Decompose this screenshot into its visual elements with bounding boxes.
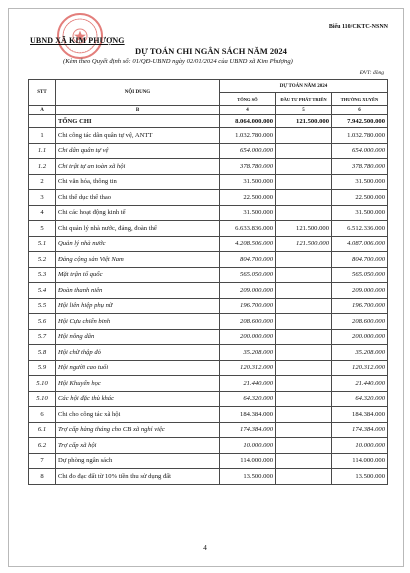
header-budget-group: DỰ TOÁN NĂM 2024 bbox=[220, 80, 388, 93]
row-stt: 5 bbox=[29, 221, 56, 237]
row-content: Trợ cấp xã hội bbox=[56, 438, 220, 454]
row-content: Chi thể dục thể thao bbox=[56, 190, 220, 206]
row-regular: 196.700.000 bbox=[332, 298, 388, 314]
row-regular: 378.780.000 bbox=[332, 159, 388, 175]
row-content: Hội Cựu chiến binh bbox=[56, 314, 220, 330]
table-row bbox=[29, 205, 388, 221]
row-regular: 31.500.000 bbox=[332, 205, 388, 221]
table-row bbox=[29, 469, 388, 485]
row-stt: 1.2 bbox=[29, 159, 56, 175]
budget-table bbox=[28, 79, 388, 485]
row-total: 6.633.836.000 bbox=[220, 221, 276, 237]
row-investment: 121.500.000 bbox=[276, 221, 332, 237]
index-cell: 4 bbox=[220, 106, 276, 115]
table-row bbox=[29, 376, 388, 392]
row-total: 174.384.000 bbox=[220, 422, 276, 438]
row-investment bbox=[276, 143, 332, 159]
document-subtitle: (Kèm theo Quyết định số: 01/QĐ-UBND ngày 02/01/2024 của UBND xã Kim Phượng) bbox=[63, 58, 293, 65]
row-total: 31.500.000 bbox=[220, 205, 276, 221]
header-investment: ĐẦU TƯ PHÁT TRIỂN bbox=[276, 93, 332, 106]
row-total: 8.064.000.000 bbox=[220, 115, 276, 128]
currency-unit: ĐVT: đồng bbox=[359, 70, 384, 76]
row-stt: 5.4 bbox=[29, 283, 56, 299]
row-investment bbox=[276, 376, 332, 392]
row-regular: 13.500.000 bbox=[332, 469, 388, 485]
table-row bbox=[29, 407, 388, 423]
row-content: Chi quản lý nhà nước, đảng, đoàn thể bbox=[56, 221, 220, 237]
row-stt: 5.8 bbox=[29, 345, 56, 361]
row-regular: 1.032.780.000 bbox=[332, 128, 388, 144]
row-total: 4.208.506.000 bbox=[220, 236, 276, 252]
row-regular: 208.600.000 bbox=[332, 314, 388, 330]
table-row bbox=[29, 236, 388, 252]
row-total: 31.500.000 bbox=[220, 174, 276, 190]
row-investment bbox=[276, 159, 332, 175]
row-investment bbox=[276, 314, 332, 330]
row-content: Quản lý nhà nước bbox=[56, 236, 220, 252]
row-stt: 4 bbox=[29, 205, 56, 221]
row-content: Các hội đặc thù khác bbox=[56, 391, 220, 407]
row-investment bbox=[276, 298, 332, 314]
row-content: Dự phòng ngân sách bbox=[56, 453, 220, 469]
row-regular: 4.087.006.000 bbox=[332, 236, 388, 252]
table-row bbox=[29, 115, 388, 128]
row-investment bbox=[276, 469, 332, 485]
row-total: 1.032.780.000 bbox=[220, 128, 276, 144]
table-row bbox=[29, 438, 388, 454]
row-stt: 8 bbox=[29, 469, 56, 485]
row-total: 200.000.000 bbox=[220, 329, 276, 345]
table-row bbox=[29, 422, 388, 438]
row-stt: 5.10 bbox=[29, 376, 56, 392]
row-investment bbox=[276, 329, 332, 345]
row-content: Đảng cộng sản Việt Nam bbox=[56, 252, 220, 268]
row-stt: 5.3 bbox=[29, 267, 56, 283]
row-investment bbox=[276, 391, 332, 407]
table-row bbox=[29, 329, 388, 345]
table-row bbox=[29, 391, 388, 407]
row-content: Chi trật tự an toàn xã hội bbox=[56, 159, 220, 175]
row-content: Chi văn hóa, thông tin bbox=[56, 174, 220, 190]
row-investment bbox=[276, 205, 332, 221]
row-total: 378.780.000 bbox=[220, 159, 276, 175]
row-content: Đoàn thanh niên bbox=[56, 283, 220, 299]
row-total: 209.000.000 bbox=[220, 283, 276, 299]
row-content: Chi công tác dân quân tự vệ, ANTT bbox=[56, 128, 220, 144]
row-total: 565.050.000 bbox=[220, 267, 276, 283]
row-investment bbox=[276, 283, 332, 299]
row-total: 13.500.000 bbox=[220, 469, 276, 485]
row-stt: 7 bbox=[29, 453, 56, 469]
index-cell: A bbox=[29, 106, 56, 115]
row-stt bbox=[29, 115, 56, 128]
row-stt: 6.1 bbox=[29, 422, 56, 438]
row-stt: 1 bbox=[29, 128, 56, 144]
row-stt: 5.6 bbox=[29, 314, 56, 330]
row-content: TỔNG CHI bbox=[56, 115, 220, 128]
row-stt: 3 bbox=[29, 190, 56, 206]
row-stt: 5.2 bbox=[29, 252, 56, 268]
row-stt: 5.7 bbox=[29, 329, 56, 345]
table-row bbox=[29, 190, 388, 206]
row-stt: 5.1 bbox=[29, 236, 56, 252]
table-row bbox=[29, 298, 388, 314]
table-row bbox=[29, 221, 388, 237]
row-total: 184.384.000 bbox=[220, 407, 276, 423]
row-investment bbox=[276, 128, 332, 144]
row-total: 654.000.000 bbox=[220, 143, 276, 159]
row-content: Hội người cao tuổi bbox=[56, 360, 220, 376]
header-content: NỘI DUNG bbox=[56, 80, 220, 106]
table-row bbox=[29, 345, 388, 361]
row-total: 35.208.000 bbox=[220, 345, 276, 361]
table-row bbox=[29, 174, 388, 190]
row-investment bbox=[276, 453, 332, 469]
row-content: Trợ cấp hàng tháng cho CB xã nghỉ việc bbox=[56, 422, 220, 438]
row-investment bbox=[276, 422, 332, 438]
row-investment bbox=[276, 174, 332, 190]
row-stt: 1.1 bbox=[29, 143, 56, 159]
row-investment bbox=[276, 407, 332, 423]
row-stt: 2 bbox=[29, 174, 56, 190]
row-investment bbox=[276, 252, 332, 268]
row-investment bbox=[276, 190, 332, 206]
row-content: Hội liên hiệp phụ nữ bbox=[56, 298, 220, 314]
row-regular: 804.700.000 bbox=[332, 252, 388, 268]
table-row bbox=[29, 128, 388, 144]
row-investment bbox=[276, 360, 332, 376]
row-stt: 5.9 bbox=[29, 360, 56, 376]
table-row bbox=[29, 314, 388, 330]
row-investment bbox=[276, 438, 332, 454]
row-content: Hội chữ thập đỏ bbox=[56, 345, 220, 361]
row-investment bbox=[276, 345, 332, 361]
row-regular: 10.000.000 bbox=[332, 438, 388, 454]
row-regular: 209.000.000 bbox=[332, 283, 388, 299]
row-total: 64.320.000 bbox=[220, 391, 276, 407]
row-total: 21.440.000 bbox=[220, 376, 276, 392]
row-content: Hội Khuyến học bbox=[56, 376, 220, 392]
row-content: Hội nông dân bbox=[56, 329, 220, 345]
row-regular: 7.942.500.000 bbox=[332, 115, 388, 128]
row-regular: 31.500.000 bbox=[332, 174, 388, 190]
unit-name: UBND XÃ KIM PHƯỢNG bbox=[30, 36, 125, 45]
row-content: Chi cho công tác xã hội bbox=[56, 407, 220, 423]
row-regular: 565.050.000 bbox=[332, 267, 388, 283]
row-total: 196.700.000 bbox=[220, 298, 276, 314]
row-total: 208.600.000 bbox=[220, 314, 276, 330]
row-regular: 21.440.000 bbox=[332, 376, 388, 392]
row-content: Mặt trận tổ quốc bbox=[56, 267, 220, 283]
form-code: Biểu 110/CKTC-NSNN bbox=[328, 24, 388, 30]
row-stt: 5.5 bbox=[29, 298, 56, 314]
index-cell: 6 bbox=[332, 106, 388, 115]
table-row bbox=[29, 252, 388, 268]
index-cell: B bbox=[56, 106, 220, 115]
index-cell: 5 bbox=[276, 106, 332, 115]
row-total: 804.700.000 bbox=[220, 252, 276, 268]
row-total: 120.312.000 bbox=[220, 360, 276, 376]
table-row bbox=[29, 360, 388, 376]
table-row bbox=[29, 267, 388, 283]
row-investment: 121.500.000 bbox=[276, 115, 332, 128]
row-regular: 654.000.000 bbox=[332, 143, 388, 159]
row-investment bbox=[276, 267, 332, 283]
row-total: 22.500.000 bbox=[220, 190, 276, 206]
row-stt: 5.10 bbox=[29, 391, 56, 407]
page-number: 4 bbox=[203, 543, 207, 552]
row-regular: 200.000.000 bbox=[332, 329, 388, 345]
row-content: Chi các hoạt động kinh tế bbox=[56, 205, 220, 221]
row-total: 114.000.000 bbox=[220, 453, 276, 469]
row-regular: 114.000.000 bbox=[332, 453, 388, 469]
table-row bbox=[29, 283, 388, 299]
row-investment: 121.500.000 bbox=[276, 236, 332, 252]
document-title: DỰ TOÁN CHI NGÂN SÁCH NĂM 2024 bbox=[135, 46, 287, 56]
row-regular: 64.320.000 bbox=[332, 391, 388, 407]
row-total: 10.000.000 bbox=[220, 438, 276, 454]
row-regular: 184.384.000 bbox=[332, 407, 388, 423]
row-regular: 120.312.000 bbox=[332, 360, 388, 376]
row-regular: 35.208.000 bbox=[332, 345, 388, 361]
row-regular: 174.384.000 bbox=[332, 422, 388, 438]
row-content: Chi đo đạc đất từ 10% tiền thu sử dụng đất bbox=[56, 469, 220, 485]
row-stt: 6 bbox=[29, 407, 56, 423]
header-stt: STT bbox=[29, 80, 56, 106]
row-regular: 6.512.336.000 bbox=[332, 221, 388, 237]
table-row bbox=[29, 143, 388, 159]
row-stt: 6.2 bbox=[29, 438, 56, 454]
row-content: Chi dân quân tự vệ bbox=[56, 143, 220, 159]
table-row bbox=[29, 453, 388, 469]
header-total: TỔNG SỐ bbox=[220, 93, 276, 106]
row-regular: 22.500.000 bbox=[332, 190, 388, 206]
table-row bbox=[29, 159, 388, 175]
header-regular: THƯỜNG XUYÊN bbox=[332, 93, 388, 106]
